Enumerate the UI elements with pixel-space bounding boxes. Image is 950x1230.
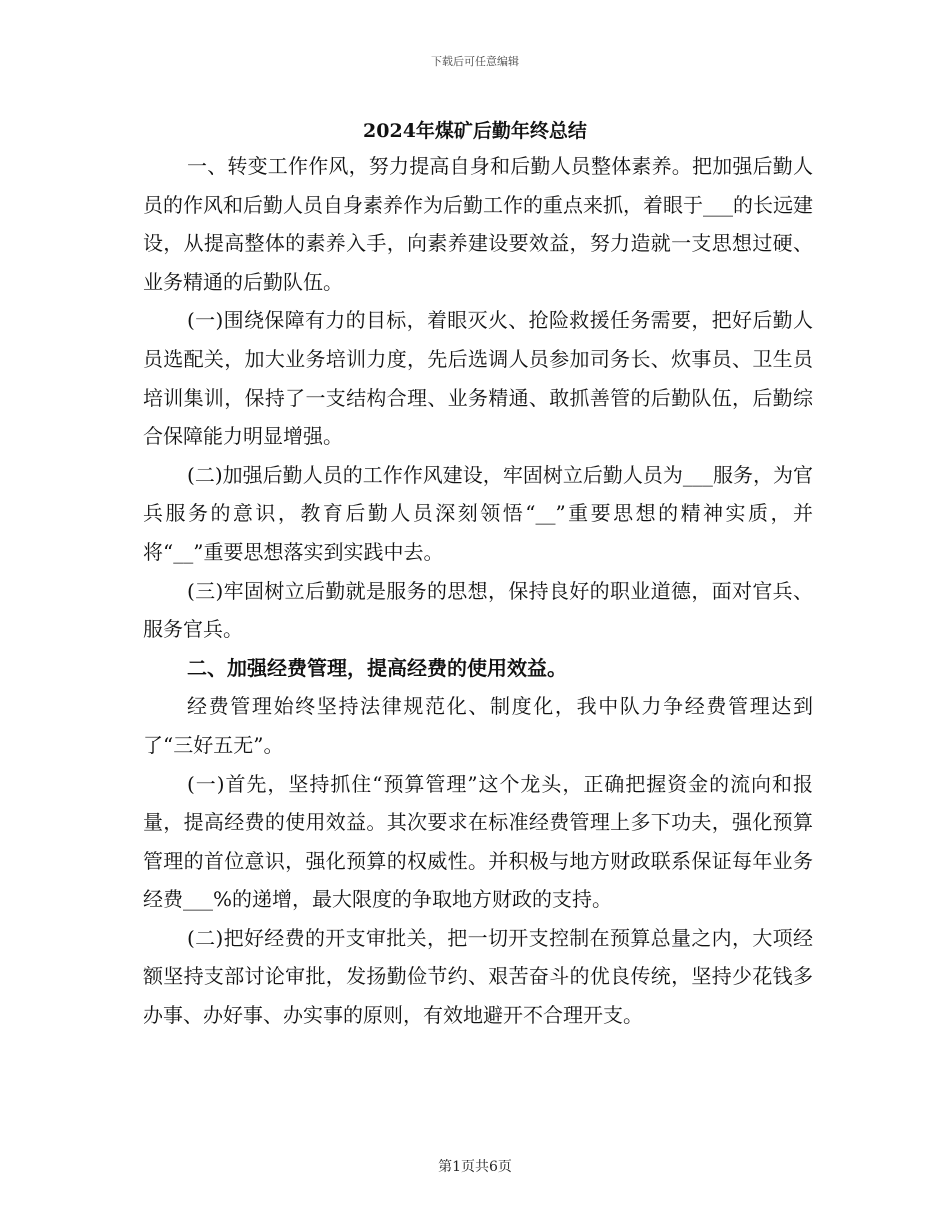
- document-title: 2024年煤矿后勤年终总结: [363, 120, 587, 142]
- page-footer: 第1页共6页: [438, 1159, 512, 1175]
- paragraph: (一)围绕保障有力的目标，着眼灭火、抢险救援任务需要，把好后勤人员选配关，加大业务培训力度，先后选调人员参加司务长、炊事员、卫生员培训集训，保持了一支结构合理、业务精通、敢抓善管的后勤队伍，后勤综合保障能力明显增强。: [143, 308, 813, 449]
- page-header-note: 下载后可任意编辑: [431, 55, 519, 68]
- paragraph: 经费管理始终坚持法律规范化、制度化，我中队力争经费管理达到了“三好五无”。: [143, 694, 813, 757]
- paragraph: (一)首先，坚持抓住“预算管理”这个龙头，正确把握资金的流向和报量，提高经费的使用效益。其次要求在标准经费管理上多下功夫，强化预算管理的首位意识，强化预算的权威性。并积极与地方财政联系保证每年业务经费___%的递增，最大限度的争取地方财政的支持。: [143, 771, 813, 912]
- paragraph: (二)加强后勤人员的工作作风建设，牢固树立后勤人员为___服务，为官兵服务的意识，教育后勤人员深刻领悟“__”重要思想的精神实质，并将“__”重要思想落实到实践中去。: [143, 462, 813, 564]
- paragraph: (三)牢固树立后勤就是服务的思想，保持良好的职业道德，面对官兵、服务官兵。: [143, 578, 813, 642]
- paragraph: 一、转变工作作风，努力提高自身和后勤人员整体素养。把加强后勤人员的作风和后勤人员自身素养作为后勤工作的重点来抓，着眼于___的长远建设，从提高整体的素养入手，向素养建设要效益，努力造就一支思想过硬、业务精通的后勤队伍。: [143, 154, 813, 294]
- document-body: [143, 147, 813, 1035]
- paragraph: 二、加强经费管理，提高经费的使用效益。: [187, 655, 567, 680]
- paragraph: (二)把好经费的开支审批关，把一切开支控制在预算总量之内，大项经额坚持支部讨论审批，发扬勤俭节约、艰苦奋斗的优良传统，坚持少花钱多办事、办好事、办实事的原则，有效地避开不合理开支。: [143, 925, 813, 1028]
